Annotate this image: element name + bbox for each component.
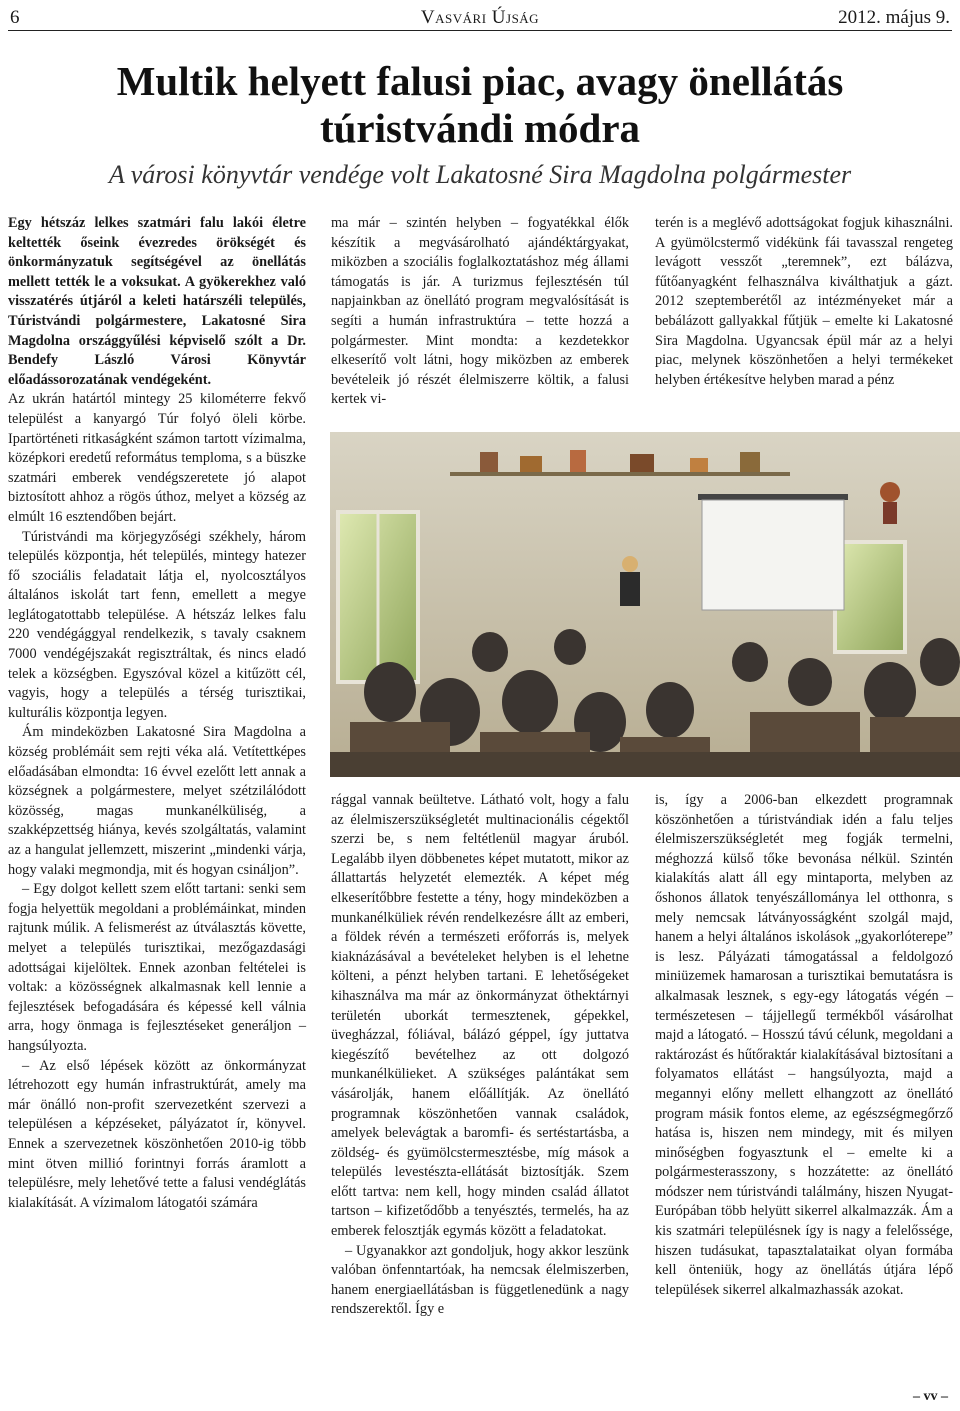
issue-date: 2012. május 9. <box>838 7 950 28</box>
author-signature: – vv – <box>913 1389 948 1404</box>
article-photo <box>330 432 960 777</box>
body-paragraph: is, így a 2006-ban elkezdett programnak köszönhetően a túristvándiak idén a falu teljes élelmiszerszükségletét meg fogják termelni, méghozzá külső tőke bevonása nélkül. Szintén kialakítás alatt áll egy mintaporta, melyben az őshonos állatok tenyészállománya lel otthonra, s mely nemcsak látványosságként szolgál majd, hanem a helyi általános iskolások „gyakorlóterepe” is lesz. Pályázati támogatással a feldolgozó miniüzemek hamarosan a turisztikai bemutatásra is alkalmasak lesznek, s egy-egy látogatás végén – természetesen – tájjellegű termékből vásárolhat majd a látogató. – Hosszú távú célunk, megoldani a raktározást és hűtőraktár kialakításával biztosítani a folyamatos ellátást – hangsúlyozta, majd a megannyi előny mellett elhangzott az önellátó program másik fontos eleme, az egészségmegőrző hatása is, hiszen nem mindegy, mit és milyen minőségben fogyasztunk el – emelte ki a polgármesterasszony, s hozzátette: az önellátó módszer nem túristvándi találmány, hiszen Nyugat-Európában több helyütt sikerrel alkalmazzák. Ám a kis szatmári településnek így is nagy a felelőssége, hiszen tudásukat, tapasztalataikat olyan formába kell önteniük, hogy az önellátás útjára lépő települések sikerrel alkalmazhassák azokat. <box>655 792 953 1298</box>
title-line-1: Multik helyett falusi piac, avagy önellátás <box>116 58 844 104</box>
page-number: 6 <box>10 7 20 28</box>
body-paragraph: Az ukrán határtól mintegy 25 kilométerre fekvő települést a kanyargó Túr folyó öleli körbe. Ipartörténeti ritkaságként számon tartott vízimalma, középkori eredetű református temploma, s a büszke szatmári emberek vendégszeretete jó alapot biztosított ahhoz a rögös úthoz, melyet a község az elmúlt 16 esztendőben bejárt. <box>8 391 306 525</box>
page-header <box>8 6 952 31</box>
column-3-bottom <box>655 791 953 1300</box>
column-2-top <box>331 214 629 410</box>
body-paragraph: Ám mindeközben Lakatosné Sira Magdolna a község problémáit sem rejti véka alá. Vetítettképes előadásában elmondta: 16 évvel ezelőtt lett annak a községnek a polgármestere, melyet szétzilálódott közösség, magas munkanélküliség, a szakképzettség hiánya, kevés szolgáltatás, valamint az a hangulat jellemzett, miszerint „mindenki várja, hogy valaki megmondja, mit és hogyan csináljon”. <box>8 724 306 878</box>
column-3-top <box>655 214 953 390</box>
body-paragraph: – Ugyanakkor azt gondoljuk, hogy akkor leszünk valóban önfenntartóak, ha nemcsak élelmiszerben, hanem energiaellátásban is függetlenedünk a nagy rendszerektől. Így e <box>331 1242 629 1318</box>
body-paragraph: – Egy dolgot kellett szem előtt tartani: senki sem fogja helyettük megoldani a problémáinkat, minden rajtunk múlik. A felismerést az útválasztás követte, melyet a település turisztikai, mezőgazdasági adottságai kijelöltek. Ennek azonban feltételei is voltak: a közösségnek alkalmasnak kell lennie a fejlesztések befogadására és képessé kell válnia arra, hogy önmaga is fejlesztéseket generáljon – hangsúlyozta. <box>8 881 306 1054</box>
body-paragraph: rággal vannak beültetve. Látható volt, hogy a falu az élelmiszerszükségletét multinacionális cégektől szerzi be, s nem feltétlenül magyar áruból. Legalább ilyen döbbenetes képet mutatott, mikor az állattartás helyzetét elemezték. A képet még elkeserítőbbre festette a tény, hogy mindeközben a munkanélküliek révén rendelkezésre állt az emberi, a földek révén a természeti erőforrás is, melyek kiaknázásával a bevételeket helyben is el lehetne költeni, a pénzt helyben tartani. E lehetőségeket kihasználva ma már az önkormányzat öthektárnyi területén uborkát termesztenek, gépekkel, üvegházzal, fóliával, bálázó géppel, így juttatva kiegészítő bevételhez az ott dolgozó munkanélkülieket. A szükséges palántákat sem vásárolják, hanem előállítják. Az önellátó programnak köszönhetően vannak családok, amelyek belevágtak a baromfi- és sertéstartásba, a zöldség- és gyümölcstermesztésbe, míg mások a település levestészta-ellátását biztosítják. Szem előtt tartva: nem kell, hogy minden család állatot tartson – kifizetődőbb a tenyésztés, termelés, ha az emberek felosztják egymás között a feladatokat. <box>331 792 629 1240</box>
article-subtitle: A városi könyvtár vendége volt Lakatosné Sira Magdolna polgármester <box>108 160 852 189</box>
article-title <box>0 58 960 152</box>
lead-paragraph: Egy hétszáz lelkes szatmári falu lakói életre keltették őseink évezredes örökségét és önkormányzatuk segítségével az önellátás mellett tették le a voksukat. A gyökerekhez való visszatérés útjáról a keleti határszéli település, Túristvándi polgármestere, Lakatosné Sira Magdolna országgyűlési képviselő szólt a Dr. Bendefy László Városi Könyvtár előadássorozatának vendégeként. <box>8 215 306 388</box>
publication-name: Vasvári Újság <box>420 7 540 28</box>
title-line-2: túristvándi módra <box>319 105 641 151</box>
body-paragraph: Túristvándi ma körjegyzőségi székhely, három település központja, hét település, mintegy hatezer fő szociális feladatait látja el, nyolcosztályos általános iskolát tart fenn, emellett a megye leglátogatottabb települése. A hétszáz lelkes falu 220 vendégággyal rendelkezik, s tavaly csaknem 7000 vendégéjszakát regisztráltak, és nincs eladó telek a községben. Egyszóval közel a kitűzött cél, vagyis, hogy a település a térség turisztikai, kulturális központja legyen. <box>8 528 306 721</box>
column-1 <box>8 214 306 1213</box>
body-paragraph: terén is a meglévő adottságokat fogjuk kihasználni. A gyümölcstermő vidékünk fái tavasszal rengeteg levágott vesszőt „teremnek”, ezt bálázva, fűtőanyagként felhasználva kiválthatjuk a gázt. 2012 szeptemberétől az intézményeket már a bebálázott gallyakkal fűtjük – emelte ki Lakatosné Sira Magdolna. Ugyancsak épül már az a helyi piac, melynek köszönhetően a helyi termékeket helyben értékesítve helyben marad a pénz <box>655 215 953 388</box>
body-paragraph: – Az első lépések között az önkormányzat létrehozott egy humán infrastruktúrát, amely ma már önálló non-profit szervezetként szervezi a településen a képzéseket, pályázatot ír, könyvel. Ennek a szervezetnek köszönhetően 2010-ig több mint ötven millió forintnyi forrás áramlott a településre, mely lehetővé tette a falusi vendéglátás kialakítását. A vízimalom látogatói számára <box>8 1057 306 1211</box>
column-2-bottom <box>331 791 629 1320</box>
body-paragraph: ma már – szintén helyben – fogyatékkal élők készítik a megvásárolható ajándéktárgyakat, miközben a szociális foglalkoztatáshoz még állami támogatás is jár. A turizmus fejlesztésén túl napjainkban az önellátó program megvalósítását is segíti a humán infrastruktúra – tette hozzá a polgármester. Mint mondta: a kezdetekkor elkeserítő volt látni, hogy miközben az emberek bevételeik jó részét élelmiszerre költik, a falusi kertek vi- <box>331 215 629 408</box>
